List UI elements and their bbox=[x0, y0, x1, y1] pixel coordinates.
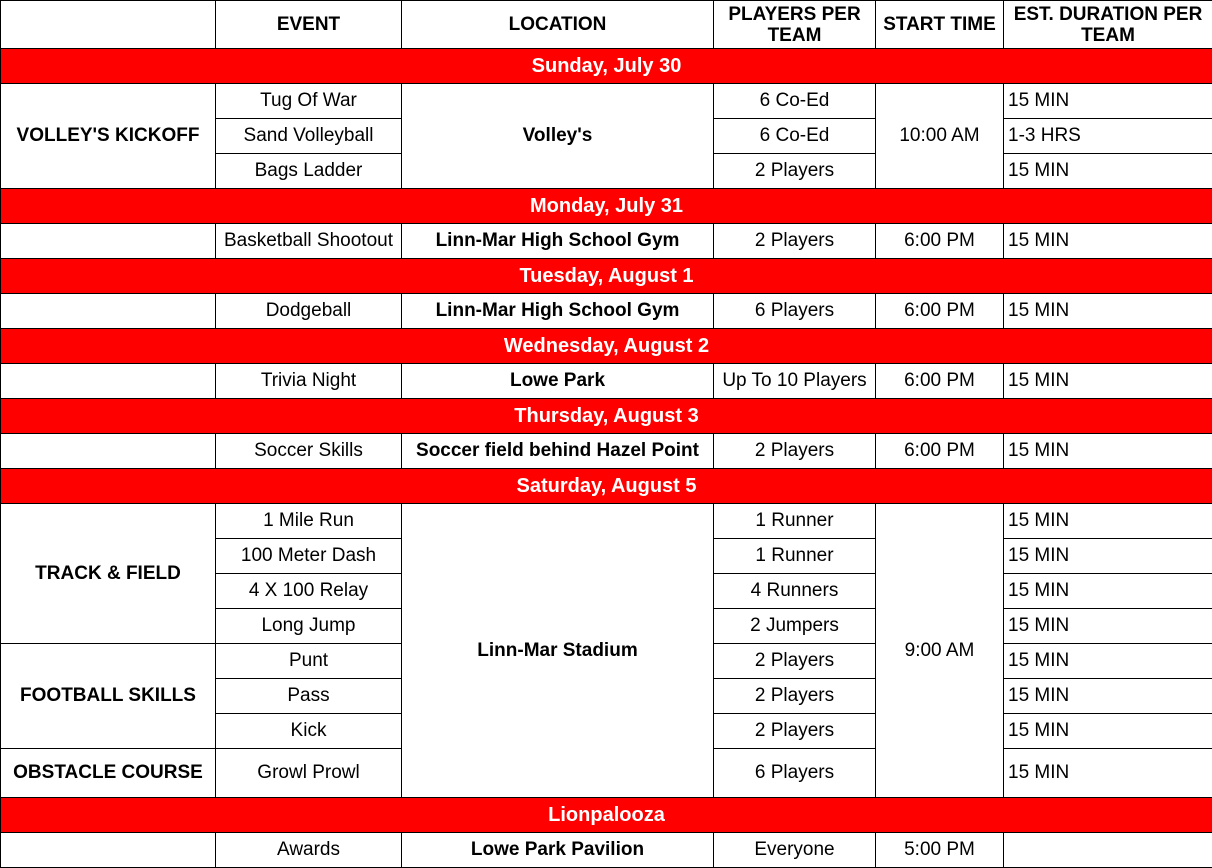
group-name bbox=[1, 833, 216, 868]
group-name bbox=[1, 434, 216, 469]
day-row-wednesday bbox=[1, 329, 1212, 364]
start-time: 6:00 PM bbox=[876, 364, 1004, 399]
header-event: EVENT bbox=[216, 1, 402, 49]
group-name: TRACK & FIELD bbox=[1, 504, 216, 644]
table-row bbox=[1, 504, 1212, 539]
event-name: Kick bbox=[216, 714, 402, 749]
event-name: Bags Ladder bbox=[216, 154, 402, 189]
duration: 15 MIN bbox=[1004, 434, 1212, 469]
table-row bbox=[1, 224, 1212, 259]
event-name: 100 Meter Dash bbox=[216, 539, 402, 574]
day-row-thursday bbox=[1, 399, 1212, 434]
table-row bbox=[1, 833, 1212, 868]
players: 6 Players bbox=[714, 294, 876, 329]
duration bbox=[1004, 833, 1212, 868]
table-row bbox=[1, 364, 1212, 399]
event-name: Awards bbox=[216, 833, 402, 868]
header-row bbox=[1, 1, 1212, 49]
location: Lowe Park bbox=[402, 364, 714, 399]
duration: 15 MIN bbox=[1004, 154, 1212, 189]
players: Everyone bbox=[714, 833, 876, 868]
group-name: VOLLEY'S KICKOFF bbox=[1, 84, 216, 189]
duration: 15 MIN bbox=[1004, 504, 1212, 539]
day-label: Monday, July 31 bbox=[1, 189, 1212, 224]
players: 2 Players bbox=[714, 714, 876, 749]
event-name: Trivia Night bbox=[216, 364, 402, 399]
players: 2 Players bbox=[714, 154, 876, 189]
day-row-sunday bbox=[1, 49, 1212, 84]
players: 4 Runners bbox=[714, 574, 876, 609]
location: Lowe Park Pavilion bbox=[402, 833, 714, 868]
day-row-tuesday bbox=[1, 259, 1212, 294]
duration: 15 MIN bbox=[1004, 294, 1212, 329]
duration: 15 MIN bbox=[1004, 539, 1212, 574]
players: 2 Jumpers bbox=[714, 609, 876, 644]
start-time: 10:00 AM bbox=[876, 84, 1004, 189]
duration: 15 MIN bbox=[1004, 679, 1212, 714]
duration: 15 MIN bbox=[1004, 749, 1212, 798]
players: 1 Runner bbox=[714, 539, 876, 574]
location: Linn-Mar Stadium bbox=[402, 504, 714, 798]
start-time: 6:00 PM bbox=[876, 294, 1004, 329]
players: 2 Players bbox=[714, 644, 876, 679]
location: Volley's bbox=[402, 84, 714, 189]
players: 6 Co-Ed bbox=[714, 84, 876, 119]
table-row bbox=[1, 434, 1212, 469]
event-name: 4 X 100 Relay bbox=[216, 574, 402, 609]
day-label: Sunday, July 30 bbox=[1, 49, 1212, 84]
header-location: LOCATION bbox=[402, 1, 714, 49]
players: 6 Players bbox=[714, 749, 876, 798]
event-name: Growl Prowl bbox=[216, 749, 402, 798]
header-players: PLAYERS PER TEAM bbox=[714, 1, 876, 49]
duration: 15 MIN bbox=[1004, 364, 1212, 399]
players: 1 Runner bbox=[714, 504, 876, 539]
location: Linn-Mar High School Gym bbox=[402, 294, 714, 329]
players: 2 Players bbox=[714, 679, 876, 714]
day-label: Thursday, August 3 bbox=[1, 399, 1212, 434]
players: 2 Players bbox=[714, 224, 876, 259]
event-name: Dodgeball bbox=[216, 294, 402, 329]
start-time: 9:00 AM bbox=[876, 504, 1004, 798]
event-name: Soccer Skills bbox=[216, 434, 402, 469]
duration: 15 MIN bbox=[1004, 644, 1212, 679]
duration: 15 MIN bbox=[1004, 84, 1212, 119]
group-name bbox=[1, 364, 216, 399]
table-row bbox=[1, 294, 1212, 329]
day-row-saturday bbox=[1, 469, 1212, 504]
location: Linn-Mar High School Gym bbox=[402, 224, 714, 259]
table-row bbox=[1, 84, 1212, 119]
event-name: Basketball Shootout bbox=[216, 224, 402, 259]
duration: 15 MIN bbox=[1004, 609, 1212, 644]
event-name: Long Jump bbox=[216, 609, 402, 644]
day-label: Tuesday, August 1 bbox=[1, 259, 1212, 294]
players: Up To 10 Players bbox=[714, 364, 876, 399]
duration: 15 MIN bbox=[1004, 224, 1212, 259]
event-name: 1 Mile Run bbox=[216, 504, 402, 539]
group-name bbox=[1, 224, 216, 259]
event-name: Pass bbox=[216, 679, 402, 714]
day-label: Wednesday, August 2 bbox=[1, 329, 1212, 364]
day-label: Lionpalooza bbox=[1, 798, 1212, 833]
event-name: Punt bbox=[216, 644, 402, 679]
start-time: 6:00 PM bbox=[876, 434, 1004, 469]
header-blank bbox=[1, 1, 216, 49]
duration: 1-3 HRS bbox=[1004, 119, 1212, 154]
day-row-lionpalooza bbox=[1, 798, 1212, 833]
players: 6 Co-Ed bbox=[714, 119, 876, 154]
duration: 15 MIN bbox=[1004, 574, 1212, 609]
group-name: FOOTBALL SKILLS bbox=[1, 644, 216, 749]
event-name: Tug Of War bbox=[216, 84, 402, 119]
group-name bbox=[1, 294, 216, 329]
players: 2 Players bbox=[714, 434, 876, 469]
day-row-monday bbox=[1, 189, 1212, 224]
day-label: Saturday, August 5 bbox=[1, 469, 1212, 504]
header-start-time: START TIME bbox=[876, 1, 1004, 49]
event-name: Sand Volleyball bbox=[216, 119, 402, 154]
group-name: OBSTACLE COURSE bbox=[1, 749, 216, 798]
location: Soccer field behind Hazel Point bbox=[402, 434, 714, 469]
duration: 15 MIN bbox=[1004, 714, 1212, 749]
header-duration: EST. DURATION PER TEAM bbox=[1004, 1, 1212, 49]
start-time: 5:00 PM bbox=[876, 833, 1004, 868]
start-time: 6:00 PM bbox=[876, 224, 1004, 259]
